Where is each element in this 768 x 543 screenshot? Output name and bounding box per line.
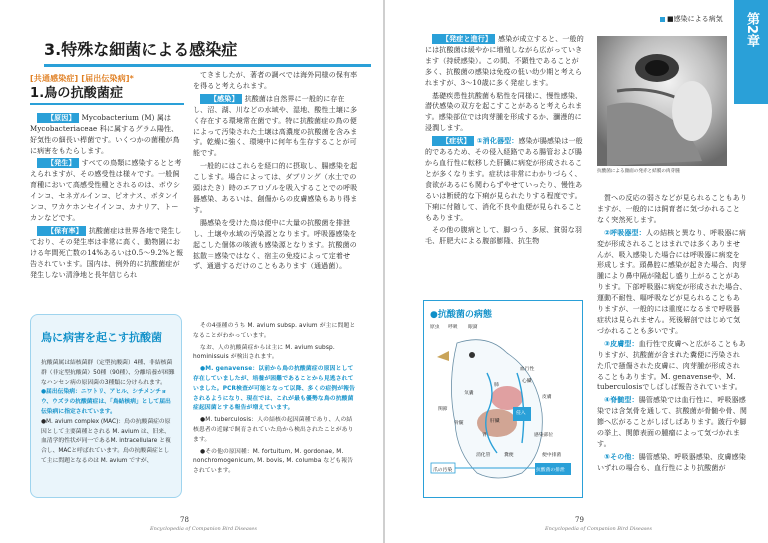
info-box-line: 抗酸菌属は結核菌群（定型抗酸菌）4種、非結核菌群（非定型抗酸菌）50種（90種）、分離培養が困難なハンセン病の原因菌の3種類に分けられます。 bbox=[41, 360, 175, 386]
left-column-2 bbox=[193, 70, 358, 274]
diagram-label: 気嚢 bbox=[464, 391, 474, 396]
info-box-line: その4亜種のうち M. avium subsp. avium が主に問題となることがわかっています。 bbox=[193, 323, 356, 339]
left-page bbox=[0, 0, 383, 543]
right-column-1 bbox=[425, 34, 585, 249]
info-box-line: ●M. tuberculosis：人の結核の起因菌種であり、人の結核患者の近縁で飼育されていた鳥から検出されたことがあります。 bbox=[193, 417, 354, 443]
diagram-title: ●抗酸菌の病態 bbox=[430, 310, 492, 320]
page-footer-right: Encyclopedia of Companion Bird Diseases bbox=[545, 526, 652, 532]
diagram-label: 関節 bbox=[438, 407, 448, 412]
paragraph-cause: 【原因】 Mycobacterium (M) 属は Mycobacteriaceae 科に属するグラム陽性、好気性の細長い桿菌です。いくつかの菌種が鳥に病害をもたらします。 bbox=[30, 113, 180, 155]
chapter-title: 3.特殊な細菌による感染症 bbox=[44, 38, 371, 67]
photo-caption: 抗酸菌による顔面の発赤と結膜の肉芽腫 bbox=[597, 169, 680, 174]
page-number-left: 78 bbox=[180, 516, 189, 524]
diagram-label: 糞便 bbox=[504, 453, 514, 458]
diagram-label: 眼窩 bbox=[468, 325, 478, 330]
paragraph-progression: 【発症と進行】 感染が成立すると、一般的には抗酸菌は緩やかに増殖しながら広がっていきます（持続感染）。この間、不顕性であることが多く、抗酸菌の感染は免疫の低い幼少期と考えられますが、3～10歳に多く発症します。 bbox=[425, 35, 584, 87]
diagram-label: 便中排菌 bbox=[542, 453, 562, 458]
diagram-label: 血行性 bbox=[520, 367, 535, 372]
paragraph-symptoms: 【症状】 ①消化器型：感染が腸感染は一般的であるため、その侵入経路である腸管および腸から血行性に転移した肝臓に病変が形成されることが多くなります。症状は非常にわかりづらく、食欲があるにも関わらずやせていったり、慢性あるいは断続的な下痢が見られたりする程度です。下痢に付随して、消化不良や血便が見られることもあります。 bbox=[425, 137, 583, 222]
diagram-label: 抗酸菌の排泄 bbox=[536, 468, 565, 473]
info-box-line: ●M. avium complex (MAC)：鳥の抗酸菌症の原因として主要菌種とされる M. avium は、旧来、血清学的性状が同一であるM. intracellulare と複合し、MACと呼ばれています。鳥の抗酸菌症として主に問題となるのは M. avium ですが、 bbox=[41, 418, 171, 464]
diagram-label: 肝臓 bbox=[490, 419, 500, 424]
section-heading: 1.鳥の抗酸菌症 bbox=[30, 89, 184, 105]
diagram-label: 爪の汚染 bbox=[433, 468, 453, 473]
paragraph-bone: ④脊髄型：腸管感染では血行性に、呼吸器感染では含気骨を通して、抗酸菌が骨髄や骨、関節へ広がることがしばしばあります。跛行や脚の挙上、関節表面の腫瘤によって気づかれます。 bbox=[597, 396, 748, 448]
info-box-text bbox=[41, 359, 175, 467]
diagram-label: 骨髄 bbox=[454, 421, 464, 426]
paragraph-prevalence: 【保有率】 抗酸菌症は世界各地で発生しており、その発生率は非常に高く、動物園における年間死亡数の14%あるいは0.5～9.2%と報告されています。国内は、例外的に抗酸菌症が発生しない清浄地と長年信じられ bbox=[30, 226, 184, 279]
paragraph-other: ⑤その他：腸管感染、呼吸器感染、皮膚感染いずれの場合も、血行性により抗酸菌が bbox=[597, 452, 746, 472]
paragraph-cont: てきましたが、著者の調べでは海外同様の保有率を得ると考えられます。 bbox=[193, 71, 358, 90]
diagram-label: 皮膚 bbox=[542, 395, 552, 400]
page-footer-left: Encyclopedia of Companion Bird Diseases bbox=[150, 526, 257, 532]
right-page bbox=[385, 0, 768, 543]
chapter-tab: 第2章 bbox=[734, 0, 768, 104]
info-box-line: ●その他の原因種：M. fortuitum, M. gordonae, M. nonchromogenicum, M. bovis, M. columba なども報告されています。 bbox=[193, 448, 354, 475]
paragraph-shedding: 腸感染を受けた鳥は便中に大量の抗酸菌を排泄し、土壌や水域の汚染源となります。呼吸器感染を起こした個体の咳液も感染源となります。抗酸菌の拡散＝感染ではなく、宿主の免疫によって定着せず、通過するだけのこともあります（通過菌）。 bbox=[193, 218, 357, 271]
right-column-2 bbox=[597, 193, 747, 476]
info-box-line: ●届出伝染病：ニワトリ、アヒル、シチメンチョウ、ウズラの抗酸菌症は、「鳥結核病」として届出伝染病に指定されています。 bbox=[41, 389, 171, 415]
diagram-label: 原虫 bbox=[430, 325, 440, 330]
paragraph-occurrence: 【発生】 すべての鳥類に感染するとと考えられますが、その感受性は様々です。一般飼育種において高感受性種とされるのは、ボウシインコ、セネガルインコ、ピオナス、ボタンインコ、ワカケホンセイインコ、カナリア、トーカンなどです。 bbox=[30, 159, 182, 222]
header-square-icon bbox=[660, 17, 665, 22]
page-number-right: 79 bbox=[575, 516, 584, 524]
bird-photo bbox=[597, 36, 727, 166]
info-box-line: なお、人の抗酸菌症からは主に M. avium subsp. hominissuis が検出されます。 bbox=[193, 344, 335, 361]
paragraph-sudden-death: 質への反応の弱さなどが見られることもありますが、一般的には飼育者に気づかれることなく突然死します。 bbox=[597, 194, 747, 224]
info-box-title: 鳥に病害を起こす抗酸菌 bbox=[41, 331, 162, 344]
running-header: ■感染による病気 bbox=[660, 14, 723, 24]
paragraph-route: 一般的にはこれらを経口的に摂取し、腸感染を起こします。場合によっては、ダブリング（水土での頭はたき）時のエアロゾルを吸入することでの呼吸器感染、あるいは、創傷からの皮膚感染もあり得ます。 bbox=[193, 162, 358, 214]
diagram-label: 胃 bbox=[482, 433, 487, 438]
info-box-line: ●M. genavense：以前から鳥の抗酸菌症の原因として存在していましたが、培養が困難であることから見逃されていました。PCR検査が可能となって以降、多くの症例が報告されるようになり、現在では、これが最も優勢な鳥の抗酸菌症起因菌とする報告が増えています。 bbox=[193, 366, 356, 412]
diagram-label: 心臓 bbox=[522, 379, 532, 384]
info-box-pathogens bbox=[30, 314, 182, 498]
paragraph-respiratory: ②呼吸器型：人の結核と異なり、呼吸器に病変が形成されることはまれでは多くありませんが、吸入感染した場合には呼吸器に病変を形成します。頭鼻腔に感染が起きた場合、肉芽腫により鼻中隔が隆起し盛り上がることがあります。下部呼吸器に病変が形成された場合、運動不耐性、嘔呼吸などが見られることもありますが、一般的には重度になるまで呼吸器症状は見られません。死後解剖ではじめて気づかれることも多いです。 bbox=[597, 228, 747, 335]
bird-photo-svg bbox=[597, 36, 727, 166]
pathology-diagram bbox=[423, 300, 583, 498]
info-box-column-2 bbox=[193, 322, 358, 479]
left-column-1 bbox=[30, 74, 184, 282]
diagram-label: 肺 bbox=[494, 383, 499, 388]
diagram-label: 呼吸 bbox=[448, 325, 458, 330]
paragraph-other-signs: その他の腹病として、脚つう、多尿、貧弱な羽毛、肝肥大による腹部膨隆、抗生物 bbox=[425, 226, 583, 246]
paragraph-latent: 基礎疾患性抗酸菌も粘性を同様に、慢性感染、潜伏感染の双方を起こすことがあると考えられます。感染部位では肉芽腫を形成するか、瀰漫的に浸潤します。 bbox=[425, 91, 583, 133]
paragraph-skin: ③皮膚型：血行性で皮膚へと広がることもありますが、抗酸菌が含まれた糞便に汚染された爪で掻傷された皮膚に、肉芽腫が形成されることもあります。M. genavenseや、M. tuberculosisでしばしば報告されています。 bbox=[597, 339, 746, 392]
diagram-label: 感染部位 bbox=[534, 433, 554, 438]
diagram-label: 侵入 bbox=[516, 411, 526, 416]
diagram-label: 消化管 bbox=[476, 453, 491, 458]
lead-label: [共通感染症] [届出伝染病]* bbox=[30, 74, 134, 83]
paragraph-infection: 【感染】 抗酸菌は自然界に一般的に存在し、沼、湖、川などの水域や、湿地、酸性土壌に多く存在する環境常在菌です。特に抗酸菌症の鳥の便によって汚染された土壌は高濃度の抗酸菌を含みます。乾燥に強く、環境中に何年も生存することが可能です。 bbox=[193, 94, 358, 158]
